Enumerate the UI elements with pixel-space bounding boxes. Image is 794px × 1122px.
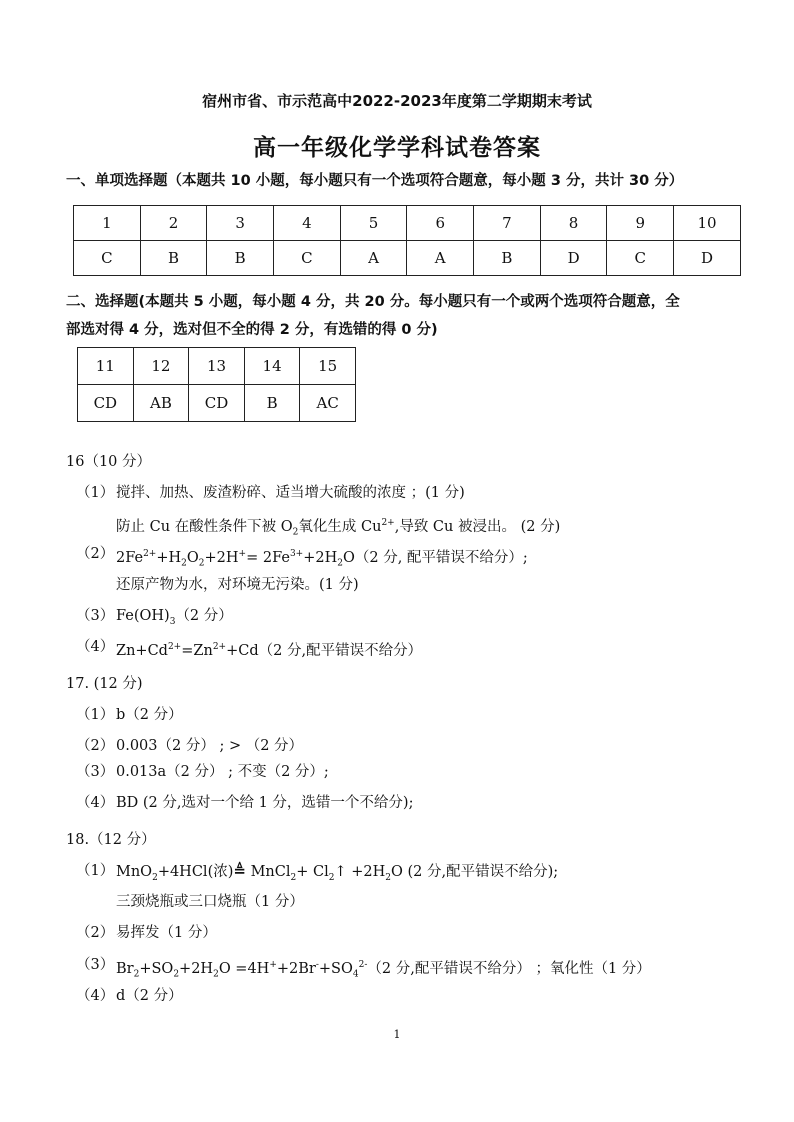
text-run: （2 分,配平错误不给分） ；氧化性（1 分） xyxy=(367,960,651,977)
answer-text: 0.013a（2 分） ; 不变（2 分）; xyxy=(116,764,329,780)
text-run: 氧化生成 Cu xyxy=(298,518,382,535)
heating-delta-symbol: ≜ xyxy=(233,862,246,880)
answer-row xyxy=(74,241,741,276)
part2-heading-line2: 部选对得 4 分，选对但不全的得 2 分，有选错的得 0 分) xyxy=(66,322,438,338)
text-run: +H xyxy=(156,549,182,566)
table-cell: C xyxy=(274,241,341,276)
q16-part2-note: 还原产物为水，对环境无污染。(1 分) xyxy=(116,577,359,593)
superscript: 2+ xyxy=(167,642,182,652)
item-number: （1） xyxy=(76,485,115,501)
text-run: +SO xyxy=(318,960,353,977)
q18-title: 18.（12 分） xyxy=(66,832,156,848)
text-run: Br xyxy=(116,960,134,977)
q16-part1-reason xyxy=(116,513,560,543)
table-cell: 4 xyxy=(274,206,341,241)
subscript: 2 xyxy=(173,969,180,980)
text-run: Zn+Cd xyxy=(116,642,168,659)
text-run: MnO xyxy=(116,864,153,880)
subscript: 2 xyxy=(290,872,297,883)
text-run: （2 分） xyxy=(175,608,233,624)
table-cell: AB xyxy=(133,385,189,422)
item-number: （4） xyxy=(76,795,115,811)
question-number-row xyxy=(74,206,741,241)
table-cell: 5 xyxy=(340,206,407,241)
text-run: ,导致 Cu 被浸出。 (2 分) xyxy=(394,518,561,535)
text-run: +2Br xyxy=(276,960,316,977)
text-run: + Cl xyxy=(296,864,329,880)
equation-text xyxy=(116,544,528,574)
table-cell: 9 xyxy=(607,206,674,241)
subscript: 2 xyxy=(328,872,335,883)
table-cell: 2 xyxy=(140,206,207,241)
item-number: （2） xyxy=(76,925,115,941)
table-cell: D xyxy=(674,241,741,276)
table-cell: B xyxy=(474,241,541,276)
table-cell: 3 xyxy=(207,206,274,241)
text-run: +SO xyxy=(139,960,174,977)
item-number: （2） xyxy=(76,546,115,562)
equation-text xyxy=(116,861,558,888)
table-cell: B xyxy=(207,241,274,276)
superscript: + xyxy=(238,549,247,559)
table-cell: AC xyxy=(300,385,356,422)
subscript: 2 xyxy=(213,969,219,980)
subscript: 2 xyxy=(292,527,299,538)
table-cell: C xyxy=(607,241,674,276)
table-cell: 14 xyxy=(244,348,299,385)
part2-heading-line1: 二、选择题(本题共 5 小题，每小题 4 分，共 20 分。每小题只有一个或两个选项符合题意，全 xyxy=(66,294,680,310)
table-cell: CD xyxy=(78,385,134,422)
table-cell: 10 xyxy=(674,206,741,241)
superscript: 2- xyxy=(358,960,368,970)
text-run: +2H xyxy=(303,549,338,566)
table-cell: A xyxy=(340,241,407,276)
page-title: 高一年级化学学科试卷答案 xyxy=(253,135,541,161)
item-number: （3） xyxy=(76,957,115,973)
superscript: 3+ xyxy=(289,549,304,559)
text-run: = 2Fe xyxy=(246,549,290,566)
table-cell: 1 xyxy=(74,206,141,241)
answer-row xyxy=(78,385,356,422)
table-cell: B xyxy=(140,241,207,276)
superscript: 2+ xyxy=(381,518,395,528)
table-cell: 8 xyxy=(540,206,607,241)
part1-answer-table xyxy=(73,205,741,276)
item-number: （1） xyxy=(76,863,115,879)
subscript: 2 xyxy=(181,558,187,569)
table-cell: 15 xyxy=(300,348,356,385)
table-cell: 6 xyxy=(407,206,474,241)
table-cell: D xyxy=(540,241,607,276)
answer-text: 易挥发（1 分） xyxy=(116,925,217,941)
subscript: 4 xyxy=(352,969,359,980)
page-number: 1 xyxy=(393,1028,401,1041)
item-number: （3） xyxy=(76,608,115,624)
table-cell: 13 xyxy=(189,348,245,385)
item-number: （3） xyxy=(76,764,115,780)
answer-text: 搅拌、加热、废渣粉碎、适当增大硫酸的浓度 ；(1 分) xyxy=(116,485,465,501)
table-cell: CD xyxy=(189,385,245,422)
item-number: （4） xyxy=(76,639,115,655)
part1-heading: 一、单项选择题（本题共 10 小题，每小题只有一个选项符合题意，每小题 3 分，共计 30 分） xyxy=(66,173,684,189)
subscript: 2 xyxy=(133,969,140,980)
superscript: 2+ xyxy=(143,549,157,559)
answer-text: 0.003（2 分） ; > （2 分） xyxy=(116,738,304,754)
text-run: 2Fe xyxy=(116,549,144,566)
text-run: =Zn xyxy=(181,642,213,659)
table-cell: C xyxy=(74,241,141,276)
table-cell: A xyxy=(407,241,474,276)
subscript: 2 xyxy=(337,558,343,569)
text-run: ↑ +2H xyxy=(334,864,386,880)
text-run: +2H xyxy=(204,549,239,566)
q16-title: 16（10 分） xyxy=(66,454,152,470)
text-run: MnCl xyxy=(245,864,291,880)
item-number: （2） xyxy=(76,738,115,754)
text-run: +2H xyxy=(179,960,214,977)
table-cell: 7 xyxy=(474,206,541,241)
text-run: 防止 Cu 在酸性条件下被 O xyxy=(116,518,293,535)
table-cell: B xyxy=(244,385,299,422)
text-run: Fe(OH) xyxy=(116,608,170,624)
equation-text xyxy=(116,955,651,985)
answer-text: BD (2 分,选对一个给 1 分，选错一个不给分); xyxy=(116,795,414,811)
subscript: 2 xyxy=(152,872,158,883)
item-number: （4） xyxy=(76,988,115,1004)
text-run: +4HCl(浓) xyxy=(157,864,234,880)
text-run: O xyxy=(186,549,199,566)
school-header: 宿州市省、市示范高中2022-2023年度第二学期期末考试 xyxy=(202,92,592,110)
subscript: 2 xyxy=(198,558,205,569)
item-number: （1） xyxy=(76,707,115,723)
text-run: +Cd（2 分,配平错误不给分） xyxy=(226,642,423,659)
answer-text: b（2 分） xyxy=(116,707,183,723)
part2-answer-table xyxy=(77,347,356,422)
superscript: - xyxy=(315,960,319,970)
q18-part1-apparatus: 三颈烧瓶或三口烧瓶（1 分） xyxy=(116,894,304,910)
subscript: 2 xyxy=(385,872,391,883)
question-number-row xyxy=(78,348,356,385)
table-cell: 11 xyxy=(78,348,134,385)
text-run: O（2 分, 配平错误不给分）; xyxy=(342,549,528,566)
text-run: O =4H xyxy=(218,960,270,977)
q17-title: 17. (12 分) xyxy=(66,676,143,692)
answer-text: d（2 分） xyxy=(116,988,183,1004)
equation-text xyxy=(116,637,422,661)
superscript: + xyxy=(269,960,277,970)
superscript: 2+ xyxy=(212,642,227,652)
answer-text xyxy=(116,606,233,632)
table-cell: 12 xyxy=(133,348,189,385)
text-run: O (2 分,配平错误不给分); xyxy=(390,864,559,880)
subscript: 3 xyxy=(169,616,176,627)
